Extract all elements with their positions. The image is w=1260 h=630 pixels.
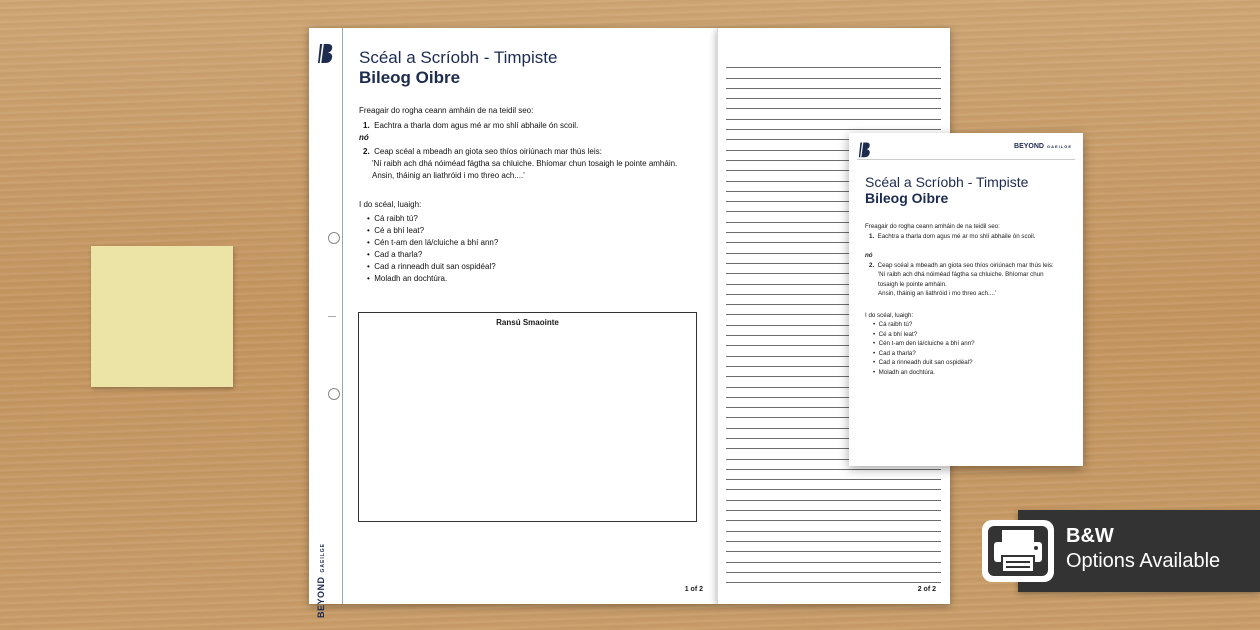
brand-vertical: BEYONDGAEILGE [316, 542, 326, 618]
preview-subtitle: Bileog Oibre [865, 190, 949, 206]
option-1: 1. Eachtra a tharla dom agus mé ar mo shlí abhaile ón scoil. [363, 121, 579, 130]
prompt-item: • Cá raibh tú? [873, 321, 913, 328]
brainstorm-title: Ransú Smaointe [496, 318, 559, 327]
prompt-item: • Cad a rinneadh duit san ospidéal? [873, 359, 973, 366]
preview-body [865, 222, 1075, 377]
prompt-item: • Cén t-am den lá/cluiche a bhí ann? [367, 238, 499, 247]
writing-line [726, 480, 941, 490]
worksheet-preview [849, 133, 1083, 466]
or-label: nó [865, 252, 873, 259]
writing-line [726, 89, 941, 99]
prompt-item: • Cén t-am den lá/cluiche a bhí ann? [873, 340, 975, 347]
instruction-text: Freagair do rogha ceann amháin de na teidil seo: [359, 106, 534, 115]
prompts-heading: I do scéal, luaigh: [359, 200, 422, 209]
beyond-logo-icon [317, 42, 335, 64]
worksheet-page-1 [309, 28, 717, 618]
option-2-quote-line-1: 'Ní raibh ach dhá nóiméad fágtha sa chluiche. Bhíomar chun tosaigh le pointe amháin. [372, 159, 678, 168]
writing-line [726, 521, 941, 531]
writing-line [726, 511, 941, 521]
worksheet-subtitle: Bileog Oibre [359, 68, 461, 87]
prompt-item: • Cé a bhí leat? [367, 226, 425, 235]
writing-line [726, 79, 941, 89]
option-2-quote-line-3: Ansin, tháinig an liathróid i mo threo ach....' [878, 290, 997, 297]
writing-line [726, 532, 941, 542]
prompt-item: • Cad a tharla? [367, 250, 423, 259]
prompt-item: • Cé a bhí leat? [873, 330, 918, 338]
writing-line [726, 120, 941, 130]
prompt-item: • Moladh an dochtúra. [873, 368, 936, 376]
punch-hole-top [328, 232, 340, 244]
writing-line [726, 109, 941, 119]
punch-hole-bottom [328, 388, 340, 400]
writing-line [726, 58, 941, 68]
badge-line-2: Options Available [1066, 550, 1221, 572]
beyond-logo-icon [858, 141, 872, 158]
binding-strip [309, 28, 343, 618]
option-2: 2. Ceap scéal a mbeadh an giota seo thíos oiriúnach mar thús leis: [869, 261, 1054, 269]
writing-line [726, 490, 941, 500]
instruction-text: Freagair do rogha ceann amháin de na teidil seo: [865, 223, 1000, 230]
prompts-heading: I do scéal, luaigh: [865, 311, 914, 319]
prompt-item: • Cá raibh tú? [367, 214, 418, 223]
option-1: 1. Eachtra a tharla dom agus mé ar mo shlí abhaile ón scoil. [869, 232, 1036, 240]
option-2-quote-line-2: tosaigh le pointe amháin. [878, 280, 947, 288]
brainstorm-box [358, 312, 697, 522]
writing-line [726, 542, 941, 552]
or-label: nó [359, 133, 369, 142]
page-number-2: 2 of 2 [917, 586, 936, 593]
worksheet-title: Scéal a Scríobh - Timpiste [359, 48, 558, 67]
preview-title: Scéal a Scríobh - Timpiste [865, 174, 1029, 190]
fold-mark [328, 316, 336, 317]
prompt-item: • Cad a tharla? [873, 349, 916, 357]
writing-line [726, 563, 941, 573]
badge-line-1: B&W [1066, 525, 1114, 547]
printer-icon [980, 518, 1056, 584]
writing-line [726, 68, 941, 78]
brand-horizontal: BEYOND GAEILGE [1014, 143, 1072, 150]
writing-line [726, 99, 941, 109]
page-number-1: 1 of 2 [684, 586, 703, 593]
sticky-note [91, 246, 233, 387]
writing-line [726, 573, 941, 583]
worksheet-body [359, 105, 699, 285]
writing-line [726, 552, 941, 562]
option-2: 2. Ceap scéal a mbeadh an giota seo thíos oiriúnach mar thús leis: [363, 147, 602, 156]
option-2-quote-line-1: 'Ní raibh ach dhá nóiméad fágtha sa chluiche. Bhíomar chun [878, 271, 1044, 278]
preview-header [857, 140, 1075, 160]
option-2-quote-line-2: Ansin, tháinig an liathróid i mo threo ach....' [372, 171, 525, 180]
writing-line [726, 501, 941, 511]
writing-line [726, 470, 941, 480]
prompt-item: • Moladh an dochtúra. [367, 274, 448, 283]
prompt-item: • Cad a rinneadh duit san ospidéal? [367, 262, 496, 271]
